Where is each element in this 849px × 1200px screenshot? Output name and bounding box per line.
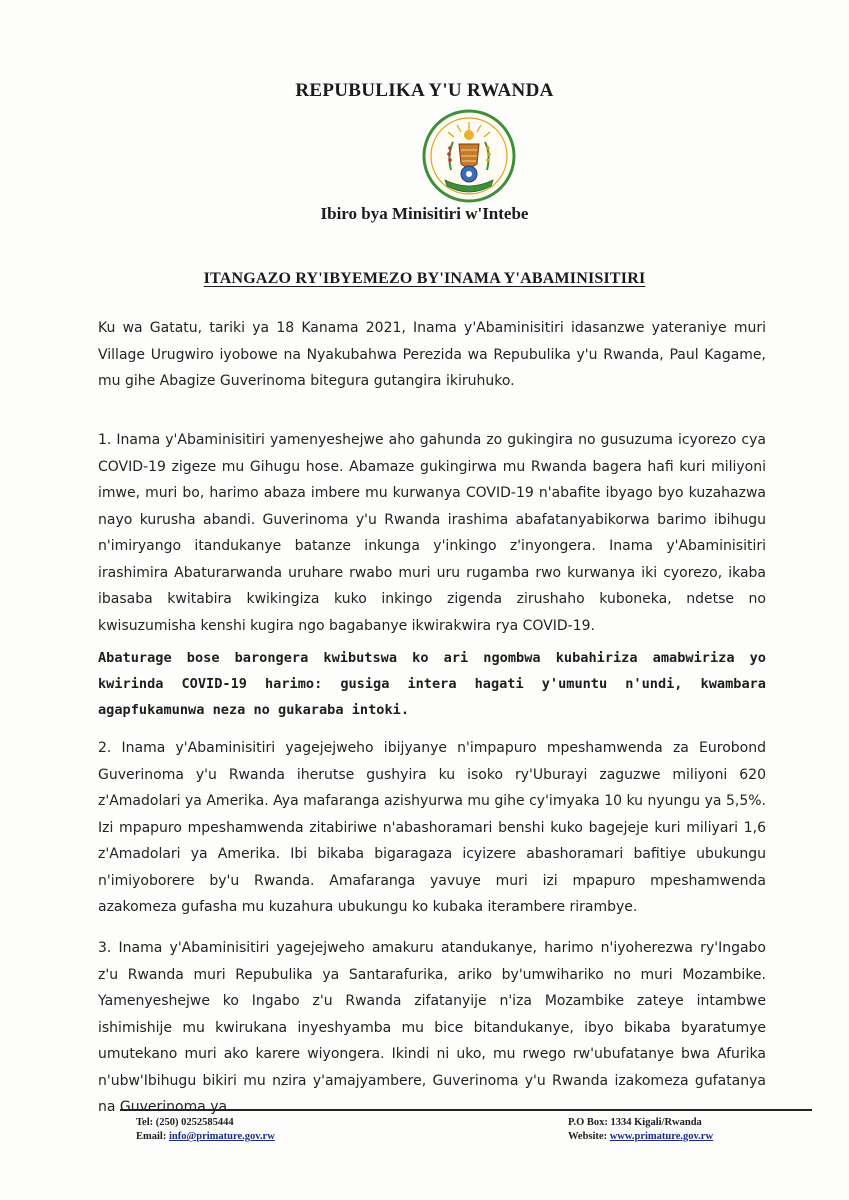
footer-contact (136, 1116, 275, 1144)
footer-email-line (136, 1130, 275, 1144)
footer-website-label: Website: (568, 1131, 610, 1142)
office-heading: Ibiro bya Minisitiri w'Intebe (320, 204, 529, 223)
document-title: ITANGAZO RY'IBYEMEZO BY'INAMA Y'ABAMINISITIRI (203, 270, 646, 287)
footer-website-line (568, 1130, 713, 1144)
footer-email-label: Email: (136, 1131, 169, 1142)
footer-address (568, 1116, 713, 1144)
footer-divider (120, 1109, 812, 1111)
item-3-paragraph: 3. Inama y'Abaminisitiri yagejejweho amakuru atandukanye, harimo n'iyoherezwa ry'Ingabo z'u Rwanda muri Repubulika ya Santarafurika, ariko by'umwihariko no muri Mozambike. Yamenyeshejwe ko Ingabo z'u Rwanda zifatanyije n'iza Mozambike zateye intambwe ishimishije mu kwirukana inyeshyamba mu bice bitandukanye, ibyo bikaba byaratumye umutekano muri ako karere wiyongera. Ikindi ni uko, mu rwego rw'ubufatanye bwa Afurika n'ubw'Ibihugu bikiri mu nzira y'amajyambere, Guverinoma y'u Rwanda izakomeza gufatanya na Guverinoma ya (98, 940, 766, 1115)
item-1-paragraph: 1. Inama y'Abaminisitiri yamenyeshejwe aho gahunda zo gukingira no gusuzuma icyorezo cya COVID-19 zigeze mu Gihugu hose. Abamaze gukingirwa mu Rwanda bagera hafi kuri miliyoni imwe, muri bo, harimo abaza imbere mu kurwanya COVID-19 n'abafite ibyago byo kuzahazwa nayo kurusha abandi. Guverinoma y'u Rwanda irashima abafatanyabikorwa barimo ibihugu n'imiryango itandukanye batanze inkunga y'inkingo z'inyongera. Inama y'Abaminisitiri irashimira Abaturarwanda uruhare rwabo muri uru rugamba rwo kurwanya iki cyorezo, ikaba ibasaba kwitabira kwikingiza kuko inkingo zigenda zirushaho kuboneka, ndetse no kwisuzumisha kenshi kugira ngo bagabanye ikwirakwira rya COVID-19. (98, 432, 766, 634)
intro-paragraph: Ku wa Gatatu, tariki ya 18 Kanama 2021, Inama y'Abaminisitiri idasanzwe yateraniye muri Village Urugwiro iyobowe na Nyakubahwa Perezida wa Repubulika y'u Rwanda, Paul Kagame, mu gihe Abagize Guverinoma bitegura gutangira ikiruhuko. (98, 320, 766, 389)
national-seal-icon (421, 108, 517, 204)
footer-telephone: Tel: (250) 0252585444 (136, 1117, 234, 1128)
item-2-paragraph: 2. Inama y'Abaminisitiri yagejejweho ibijyanye n'impapuro mpeshamwenda za Eurobond Guverinoma y'u Rwanda iherutse gushyira ku isoko ry'Uburayi zaguzwe miliyoni 620 z'Amadolari ya Amerika. Aya mafaranga azishyurwa mu gihe cy'imyaka 10 ku nyungu ya 5,5%. Izi mpapuro mpeshamwenda zitabiriwe n'abashoramari benshi kuko bagejeje kuri miliyari 1,6 z'Amadolari ya Amerika. Ibi bikaba bigaragaza icyizere abashoramari bafitiye ubukungu n'imiyoborere by'u Rwanda. Amafaranga yavuye muri izi mpapuro mpeshamwenda azakomeza gufasha mu kuzahura ubukungu ko kubaka iterambere rirambye. (98, 740, 766, 915)
footer-pobox: P.O Box: 1334 Kigali/Rwanda (568, 1117, 702, 1128)
footer-email-link[interactable]: info@primature.gov.rw (168, 1131, 275, 1142)
reminder-paragraph: Abaturage bose barongera kwibutswa ko ari ngombwa kubahiriza amabwiriza yo kwirinda COVID-19 harimo: gusiga intera hagati y'umuntu n'undi, kwambara agapfukamunwa neza no gukaraba intoki. (98, 650, 766, 718)
republic-heading: REPUBULIKA Y'U RWANDA (295, 80, 554, 101)
footer-website-link[interactable]: www.primature.gov.rw (609, 1131, 714, 1142)
